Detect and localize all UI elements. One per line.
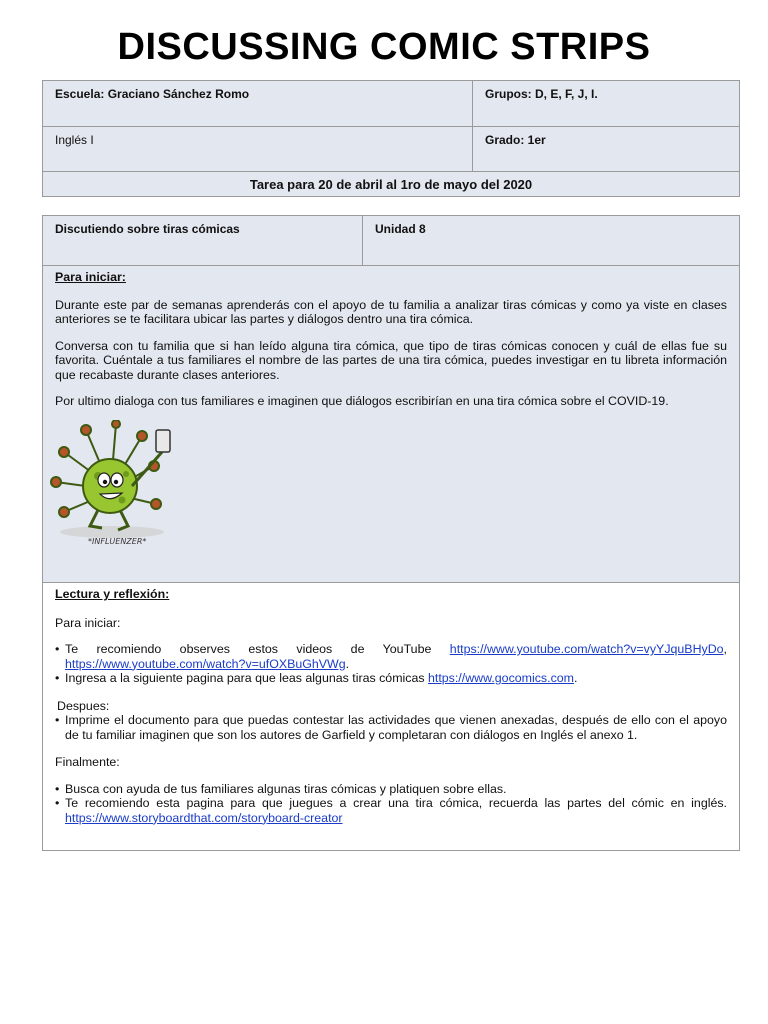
lectura-section [43,583,740,851]
info-table [42,80,740,197]
lectura-intro: Para iniciar: [55,615,121,630]
groups-cell: Grupos: D, E, F, J, I. [473,81,740,127]
separator-text: , [723,642,727,656]
para-iniciar-heading: Para iniciar: [55,270,126,284]
topic-cell: Discutiendo sobre tiras cómicas [43,216,363,266]
despues-label: Despues: [57,698,110,713]
list-item [55,642,727,671]
list-item: • Imprime el documento para que puedas contestar las actividades que vienen anexadas, después de ello con el apoyo de tu familiar imaginen que son los autores de Garfield y completaran con diálogos en Inglés el anexo 1. [55,713,727,742]
page-title: DISCUSSING COMIC STRIPS [117,26,651,68]
bullet-text: Ingresa a la siguiente pagina para que leas algunas tiras cómicas [65,671,428,685]
youtube-link-2[interactable]: https://www.youtube.com/watch?v=ufOXBuGhVWg [65,656,346,671]
task-dates-cell: Tarea para 20 de abril al 1ro de mayo del 2020 [43,172,740,197]
unit-cell: Unidad 8 [363,216,740,266]
para-iniciar-paragraph-1: Durante este par de semanas aprenderás con el apoyo de tu familia a analizar tiras cómicas y como ya viste en clases anteriores se te facilitara ubicar las partes y diálogos dentro una tira cómica. [55,297,727,326]
bullet-text: Te recomiendo observes estos videos de YouTube [65,642,450,656]
gocomics-link[interactable]: https://www.gocomics.com [428,671,574,685]
list-item: • Busca con ayuda de tus familiares algunas tiras cómicas y platiquen sobre ellas. [55,782,727,797]
lectura-list-3 [55,782,727,826]
period-text: . [345,656,350,671]
youtube-link-1[interactable]: https://www.youtube.com/watch?v=vyYJquBHyDo [449,642,724,656]
para-iniciar-paragraph-2: Conversa con tu familia que si han leído alguna tira cómica, que tipo de tiras cómicas conocen y cuál de ellas fue su favorita. Cuéntale a tus familiares el nombre de las partes de una tira cómica, puedes investigar en tu libreta información que recabaste durante clases anteriores. [55,338,727,382]
grade-cell: Grado: 1er [473,127,740,172]
list-item [55,671,727,686]
covid-influencer-illustration [50,420,180,548]
para-iniciar-paragraph-3: Por ultimo dialoga con tus familiares e imaginen que diálogos escribirían en una tira cómica sobre el COVID-19. [55,394,669,408]
lectura-heading: Lectura y reflexión: [55,587,170,601]
lectura-list-2 [55,713,727,742]
lectura-list-1 [55,642,727,686]
period-text: . [573,671,578,685]
illustration-caption: *INFLUENZER* [88,537,147,546]
subject-cell: Inglés I [43,127,473,172]
school-cell: Escuela: Graciano Sánchez Romo [43,81,473,127]
list-item [55,796,727,825]
finalmente-label: Finalmente: [55,755,120,769]
bullet-text: Te recomiendo esta pagina para que juegues a crear una tira cómica, recuerda las partes del cómic en inglés. [65,796,727,810]
storyboard-link[interactable]: https://www.storyboardthat.com/storyboard-creator [65,810,343,825]
